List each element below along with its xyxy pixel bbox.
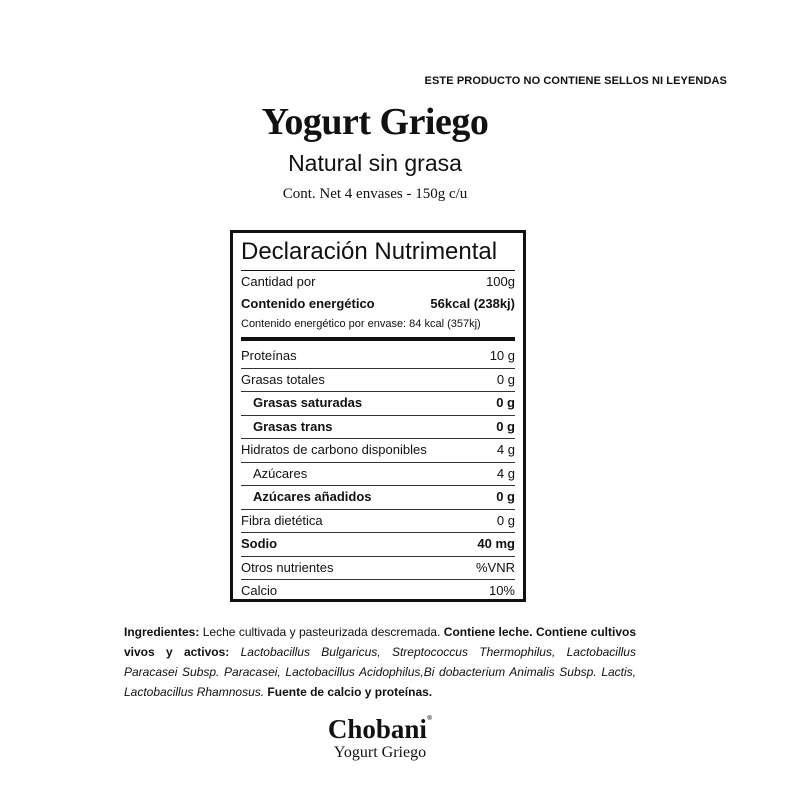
nutrient-value: 4 g [496, 465, 515, 481]
nutrient-row [241, 369, 515, 393]
nutrient-row [241, 392, 515, 416]
thick-divider [241, 337, 515, 341]
energy-per-pack: Contenido energético por envase: 84 kcal (357kj) [241, 318, 481, 330]
nutrient-value: 0 g [496, 418, 515, 434]
nutrient-row [241, 580, 515, 602]
nutrient-label: Fibra dietética [241, 512, 323, 528]
nutrient-row [241, 439, 515, 463]
nutrition-facts-panel [230, 230, 526, 602]
nutrient-label: Grasas trans [253, 418, 333, 434]
nutrition-title: Declaración Nutrimental [241, 235, 515, 271]
nutrient-label: Hidratos de carbono disponibles [241, 442, 427, 458]
nutrient-value: 4 g [496, 442, 515, 458]
registered-mark: ® [426, 714, 433, 722]
serving-row [241, 271, 515, 293]
nutrient-label: Calcio [241, 583, 278, 598]
net-content: Cont. Net 4 envases - 150g c/u [282, 186, 468, 202]
nutrient-row [241, 557, 515, 581]
nutrient-label: Azúcares añadidos [253, 489, 372, 505]
ingredients-label: Ingredientes: [124, 625, 200, 639]
energy-per-pack-row [241, 315, 515, 334]
product-title: Yogurt Griego [261, 101, 489, 143]
nutrient-row [241, 510, 515, 534]
allergen-statement: Contiene leche. [443, 625, 533, 639]
brand-subtitle: Yogurt Griego [333, 744, 427, 761]
nutrient-row [241, 345, 515, 369]
cultures-label: Contiene cultivos vivos y activos: [124, 625, 636, 659]
nutrient-row [241, 416, 515, 440]
nutrient-label: Grasas saturadas [253, 395, 363, 411]
nutrient-label: Sodio [241, 536, 278, 552]
nutrient-row [241, 463, 515, 487]
brand-name: Chobani [327, 714, 427, 744]
nutrient-value: 0 g [496, 489, 515, 505]
nutrient-label: Proteínas [241, 348, 297, 364]
nutrient-value: 10% [488, 583, 515, 598]
nutrient-label: Otros nutrientes [241, 559, 334, 575]
serving-label: Cantidad por [241, 274, 316, 289]
nutrient-value: 10 g [489, 348, 515, 364]
nutrient-row [241, 533, 515, 557]
calcium-protein-source: Fuente de calcio y proteínas. [264, 685, 433, 699]
no-seals-notice: ESTE PRODUCTO NO CONTIENE SELLOS NI LEYENDAS [424, 75, 727, 87]
nutrient-label: Azúcares [253, 465, 308, 481]
energy-value: 56kcal (238kj) [430, 296, 515, 311]
nutrient-label: Grasas totales [241, 371, 325, 387]
nutrient-value: %VNR [475, 559, 515, 575]
nutrient-value: 40 mg [477, 536, 515, 552]
nutrient-value: 0 g [496, 371, 515, 387]
nutrient-value: 0 g [496, 395, 515, 411]
energy-row [241, 293, 515, 315]
nutrient-value: 0 g [496, 512, 515, 528]
nutrient-row [241, 486, 515, 510]
product-subtitle: Natural sin grasa [288, 150, 462, 176]
ingredients-text [124, 622, 636, 702]
energy-label: Contenido energético [241, 296, 375, 311]
brand-logo [0, 714, 760, 745]
ingredients-body: Leche cultivada y pasteurizada descremada. [199, 625, 444, 639]
cultures-list: Lactobacillus Bulgaricus, Streptococcus Thermophilus, Lactobacillus Paracasei Subsp. Paracasei, Lactobacillus Acidophilus,Bi dobacterium Animalis Subsp. Lactis, Lactobacillus Rhamnosus. [124, 645, 636, 699]
serving-value: 100g [486, 274, 515, 289]
